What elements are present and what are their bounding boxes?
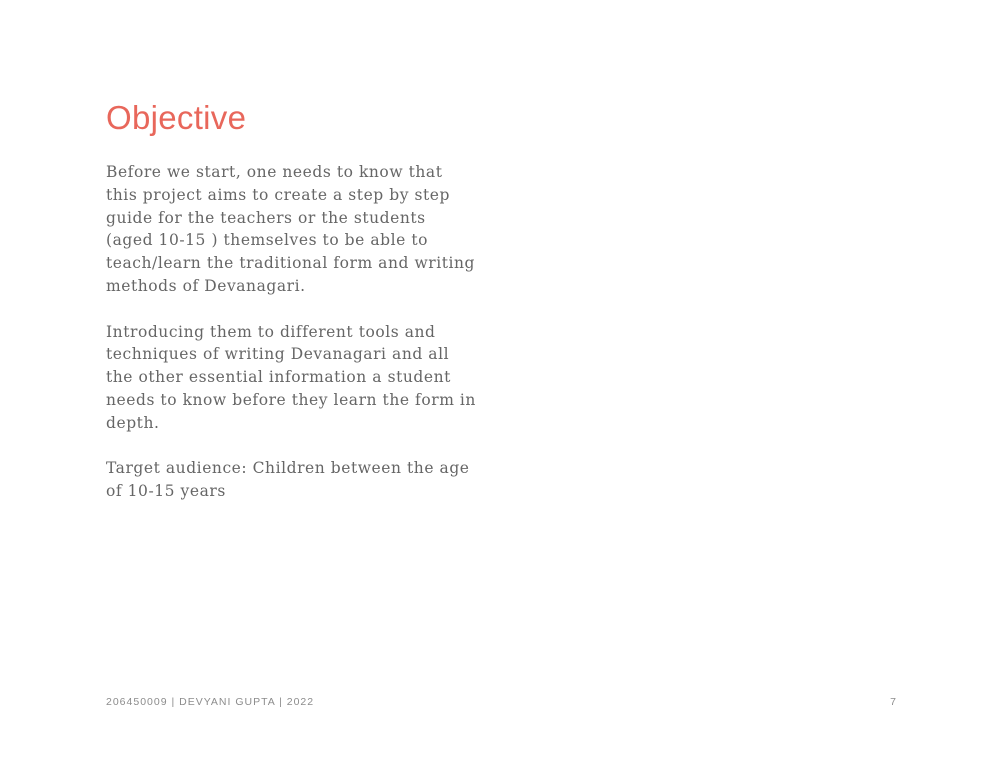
footer-credit: 206450009 | DEVYANI GUPTA | 2022 bbox=[106, 696, 315, 708]
objective-paragraph: Before we start, one needs to know that this project aims to create a step by step guide for the teachers or the students (aged 10-15 ) themselves to be able to teach/learn the traditional form and writing methods of Devanagari. bbox=[106, 163, 476, 295]
body-text bbox=[106, 161, 478, 526]
page-title: Objective bbox=[106, 99, 247, 136]
page-number: 7 bbox=[890, 696, 896, 708]
tools-paragraph: Introducing them to different tools and techniques of writing Devanagari and all the other essential information a student needs to know before they learn the form in depth. bbox=[106, 322, 476, 432]
target-audience-paragraph: Target audience: Children between the age of 10-15 years bbox=[106, 459, 470, 501]
